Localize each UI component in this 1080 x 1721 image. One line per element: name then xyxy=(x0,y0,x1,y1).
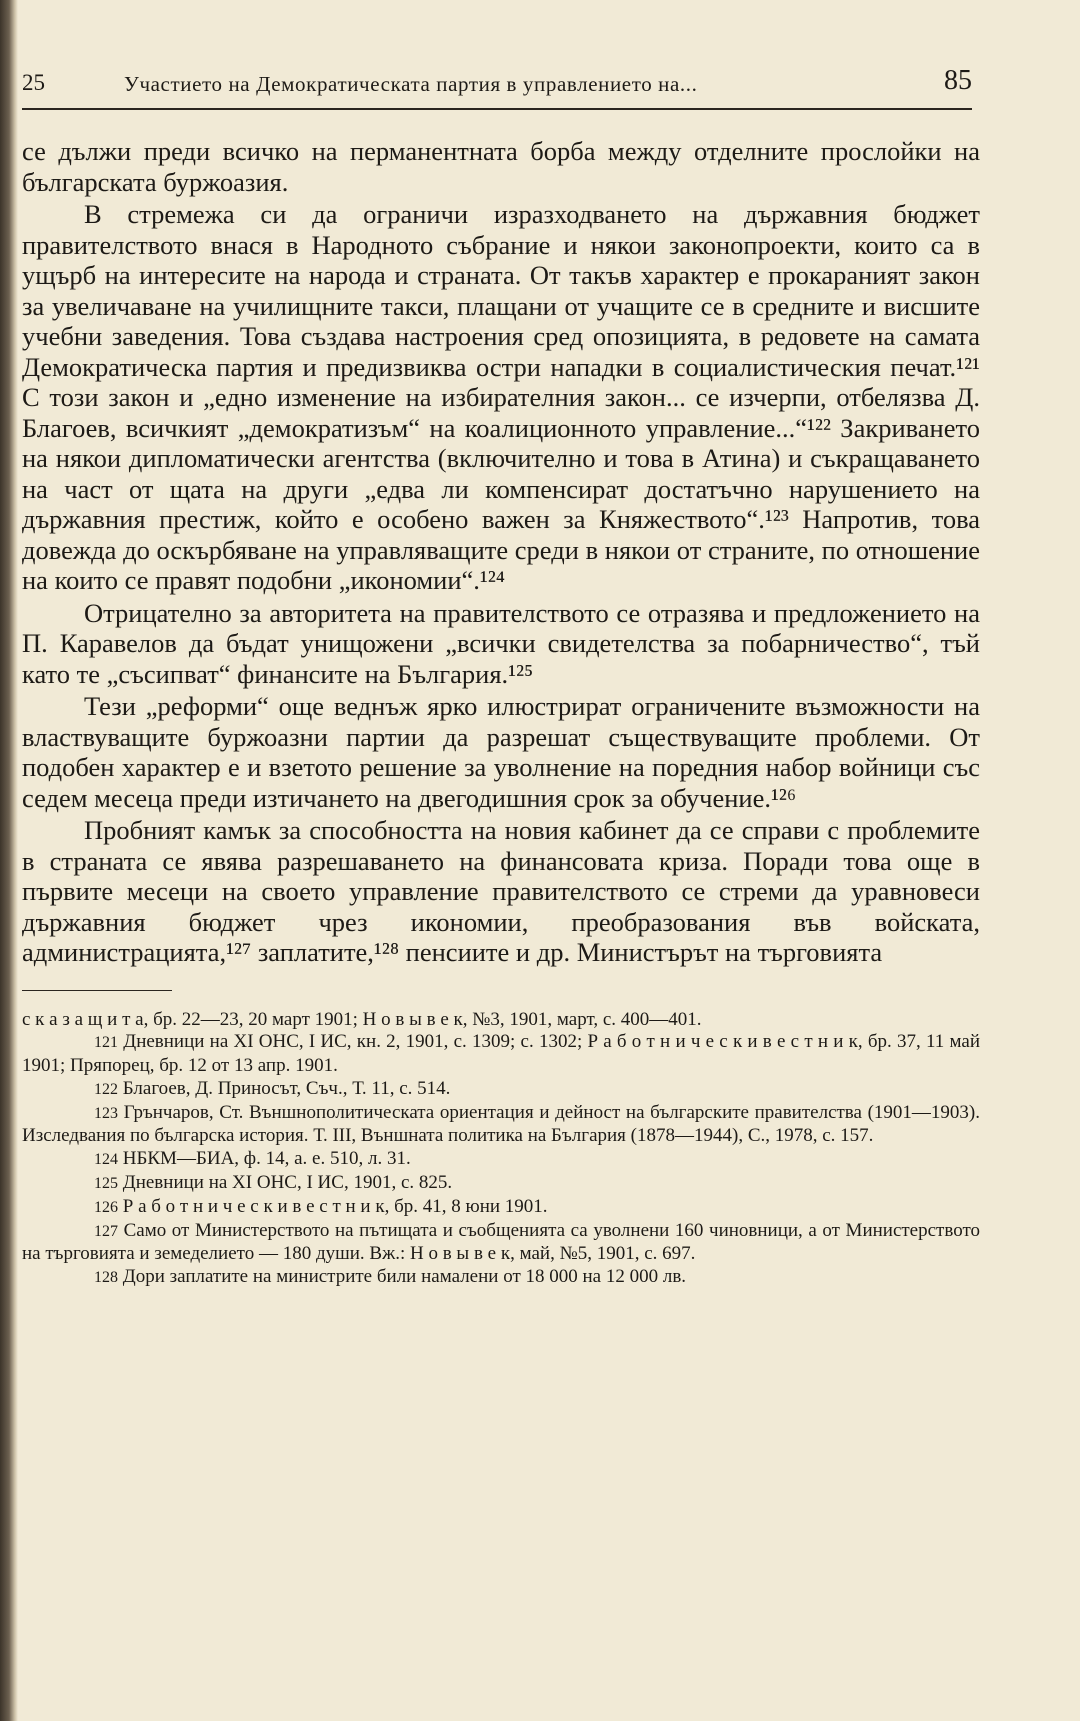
footnote xyxy=(22,1031,980,1078)
footnote-number: 125 xyxy=(94,1175,118,1193)
footnote-number: 127 xyxy=(94,1222,118,1240)
footnote xyxy=(22,1172,980,1196)
main-text xyxy=(22,136,980,968)
running-header xyxy=(22,62,972,110)
book-binding-shadow xyxy=(0,0,18,1721)
footnote-text: Р а б о т н и ч е с к и в е с т н и к, бр. 41, 8 юни 1901. xyxy=(122,1195,548,1217)
footnote xyxy=(22,1220,980,1267)
footnote-number: 122 xyxy=(94,1080,118,1098)
footnote-text: НБКМ—БИА, ф. 14, а. е. 510, л. 31. xyxy=(122,1148,411,1170)
footnote-number: 126 xyxy=(94,1198,118,1216)
paragraph: Тези „реформи“ още веднъж ярко илюстрират ограничените възможности на властвуващите буржоазни партии да разрешат съществуващите проблеми. От подобен характер е и взетото решение за уволнение на поредния набор войници със седем месеца преди изтичането на двегодишния срок за обучение.¹²⁶ xyxy=(22,691,980,813)
footnote xyxy=(22,1196,980,1220)
paragraph: се дължи преди всичко на перманентната борба между отделните прослойки на българската буржоазия. xyxy=(22,136,980,197)
footnote-text: Грънчаров, Ст. Външнополитическата ориентация и дейност на българските правителства (1901—1903). Изследвания по българска история. Т. III, Външната политика на България (1878—1944), С., 1978, с. 157. xyxy=(22,1101,981,1147)
footnote xyxy=(22,1266,980,1290)
footnote-text: Благоев, Д. Приносът, Съч., Т. 11, с. 514. xyxy=(122,1077,451,1099)
footnote-text: Дори заплатите на министрите били намалени от 18 000 на 12 000 лв. xyxy=(122,1266,687,1288)
paragraph: Отрицателно за авторитета на правителството се отразява и предложението на П. Каравелов да бъдат унищожени „всички свидетелства за побарничество“, тъй като те „съсипват“ финансите на България.¹²⁵ xyxy=(22,597,980,689)
page-number: 85 xyxy=(944,65,972,96)
footnote-number: 121 xyxy=(94,1034,118,1052)
footnote xyxy=(22,1148,980,1172)
footnote-text: Само от Министерството на пътищата и съобщенията са уволнени 160 чиновници, а от Министерството на търговията и земеделието — 180 души. Вж.: Н о в ы в е к, май, №5, 1901, с. 697. xyxy=(22,1219,980,1265)
footnote-separator xyxy=(22,990,172,991)
footnote-text: Дневници на XI ОНС, I ИС, 1901, с. 825. xyxy=(122,1172,453,1194)
paragraph: Пробният камък за способността на новия кабинет да се справи с проблемите в страната се явява разрешаването на финансовата криза. Поради това още в първите месеци на своето управление правителството се стреми да уравновеси държавния бюджет чрез икономии, преобразования във войската, администрацията,¹²⁷ заплатите,¹²⁸ пенсиите и др. Министърът на търговията xyxy=(22,815,980,967)
footnotes xyxy=(22,1009,980,1291)
footnote-number: 123 xyxy=(94,1104,118,1122)
footnote-continuation xyxy=(22,1009,980,1032)
book-page xyxy=(22,62,980,1290)
paragraph: В стремежа си да ограничи изразходването на държавния бюджет правителството внася в Народното събрание и някои законопроекти, които са в ущърб на интересите на народа и страната. От такъв характер е прокараният закон за увеличаване на училищните такси, плащани от учащите се в средните и висшите учебни заведения. Това създава настроения сред опозицията, в редовете на самата Демократическа партия и предизвиква остри нападки в социалистическия печат.¹²¹ С този закон и „едно изменение на избирателния закон... се изчерпи, отбелязва Д. Благоев, всичкият „демократизъм“ на коалиционното управление...“¹²² Закриването на някои дипломатически агентства (включително и това в Атина) и съкращаването на част от щата на други „едва ли компенсират достатъчно нарушението на държавния престиж, който е особено важен за Княжеството“.¹²³ Напротив, това довежда до оскърбяване на управляващите среди в някои от страните, по отношение на които се правят подобни „икономии“.¹²⁴ xyxy=(22,199,980,595)
footnote-number: 128 xyxy=(94,1269,118,1287)
footnote-text: Дневници на XI ОНС, I ИС, кн. 2, 1901, с. 1309; с. 1302; Р а б о т н и ч е с к и в е с т н и к, бр. 37, 11 май 1901; Пряпорец, бр. 12 от 13 апр. 1901. xyxy=(22,1031,980,1077)
footnote-number: 124 xyxy=(94,1151,118,1169)
footnote xyxy=(22,1102,980,1149)
footnote xyxy=(22,1078,980,1102)
footnote-text: с к а з а щ и т а, бр. 22—23, 20 март 1901; Н о в ы в е к, №3, 1901, март, с. 400—401. xyxy=(22,1008,702,1030)
running-title: Участието на Демократическата партия в управлението на... xyxy=(124,72,698,96)
header-left-mark: 25 xyxy=(22,70,45,95)
